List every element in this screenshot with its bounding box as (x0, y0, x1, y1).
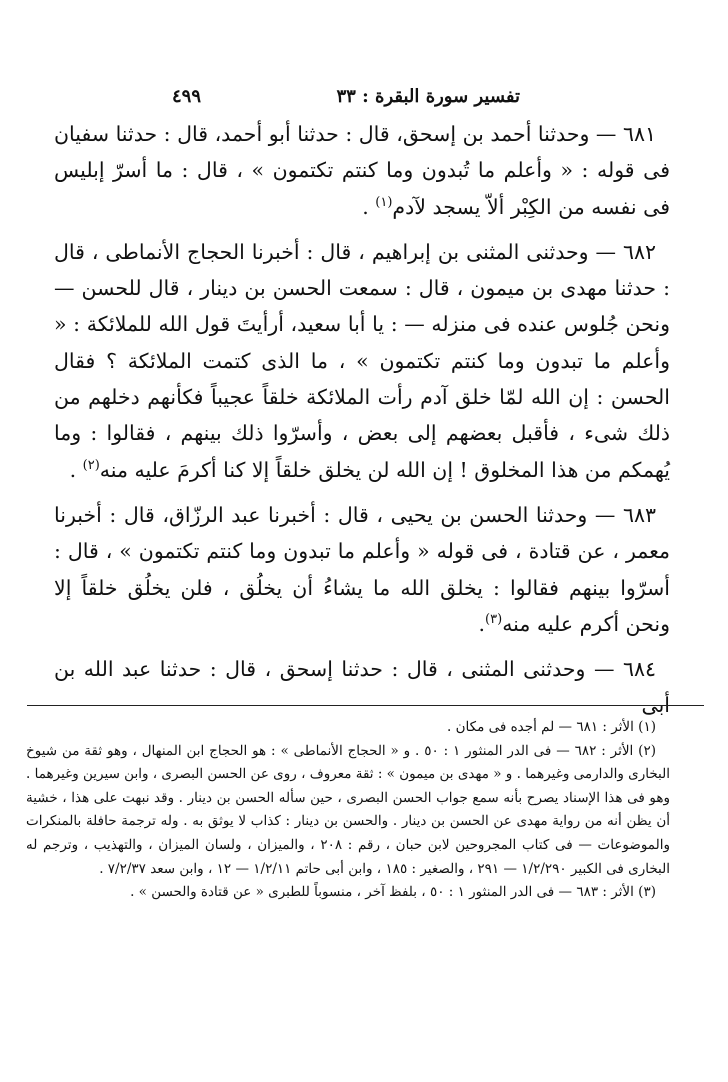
footnote-3: (٣) الأثر : ٦٨٣ — فى الدر المنثور ١ : ٥٠ ، بلفظ آخر ، منسوباً للطبرى « عن قتادة والحسن » . (130, 884, 656, 901)
footnote-separator (27, 705, 704, 706)
paragraph-end: . (362, 194, 376, 219)
paragraph-683 (54, 497, 670, 642)
running-header (172, 84, 616, 112)
footnote-marker: (٢) (82, 457, 100, 473)
footnote-marker: (١) (375, 194, 393, 210)
footnote-2: (٢) الأثر : ٦٨٢ — فى الدر المنثور ١ : ٥٠ . و « الحجاج الأنماطى » : هو الحجاج ابن المنهال ، وهو ثقة من شيوخ البخارى والدارمى وغيرهما . و « مهدى بن ميمون » : ثقة معروف ، روى عن الحسن البصرى ، وابن سيرين وغيرهما . وهو فى هذا الإسناد يصرح بأنه سمع جواب الحسن البصرى ، حين سأله الحسن بن دينار . وقد نبهت على هذا ، خشية أن يظن أنه من رواية مهدى عن الحسن بن دينار . والحسن بن دينار : كذاب لا يوثق به . وله ترجمة حافلة بالمنكرات والموضوعات — فى كتاب المجروحين لابن حبان ، رقم : ٢٠٨ ، والميزان ، ولسان الميزان ، والتهذيب ، وترجم له البخارى فى الكبير ١/٢/٢٩٠ — ٢٩١ ، والصغير : ١٨٥ ، وابن أبى حاتم ١/٢/١١ — ١٢ ، وابن سعد ٧/٢/٣٧ . (26, 742, 670, 877)
running-title: تفسير سورة البقرة : ٣٣ (336, 86, 520, 107)
paragraph-682 (54, 234, 670, 488)
paragraph-684 (54, 651, 670, 724)
paragraph-text: ٦٨٣ — وحدثنا الحسن بن يحيى ، قال : أخبرنا عبد الرزّاق، قال : أخبرنا معمر ، عن قتادة ، فى قوله « وأعلم ما تبدون وما كنتم تكتمون » ، قال : أسرّوا بينهم فقالوا : يخلق الله ما يشاءُ أن يخلُق ، فلن يخلُق خلقاً إلا ونحن أكرم عليه منه (54, 502, 670, 636)
paragraph-text: ٦٨١ — وحدثنا أحمد بن إسحق، قال : حدثنا أبو أحمد، قال : حدثنا سفيان فى قوله : « وأعلم ما تُبدون وما كنتم تكتمون » ، قال : ما أسرّ إبليس فى نفسه من الكِبْر ألاّ يسجد لآدم (54, 122, 670, 219)
main-text (54, 116, 670, 724)
page-number: ٤٩٩ (172, 86, 202, 107)
paragraph-end: . (69, 457, 83, 482)
paragraph-681 (54, 116, 670, 225)
footnote-marker: (٣) (485, 612, 503, 628)
paragraph-end: . (478, 611, 486, 636)
footnote-1: (١) الأثر : ٦٨١ — لم أجده فى مكان . (447, 719, 656, 735)
footnotes (26, 716, 670, 905)
paragraph-text: ٦٨٢ — وحدثنى المثنى بن إبراهيم ، قال : أخبرنا الحجاج الأنماطى ، قال : حدثنا مهدى بن ميمون ، قال : سمعت الحسن بن دينار ، قال للحسن — ونحن جُلوس عنده فى منزله — : يا أبا سعيد، أرأيتَ قول الله للملائكة : « وأعلم ما تبدون وما كنتم تكتمون » ، ما الذى كتمت الملائكة ؟ فقال الحسن : إن الله لمّا خلق آدم رأت الملائكة خلقاً عجيباً فكأنهم دخلهم من ذلك شىء ، فأقبل بعضهم إلى بعض ، وأسرّوا ذلك بينهم ، فقالوا : وما يُهمكم من هذا المخلوق ! إن الله لن يخلق خلقاً إلا كنا أكرمَ عليه منه (54, 239, 670, 482)
paragraph-text: ٦٨٤ — وحدثنى المثنى ، قال : حدثنا إسحق ، قال : حدثنا عبد الله بن أبى (54, 657, 670, 718)
